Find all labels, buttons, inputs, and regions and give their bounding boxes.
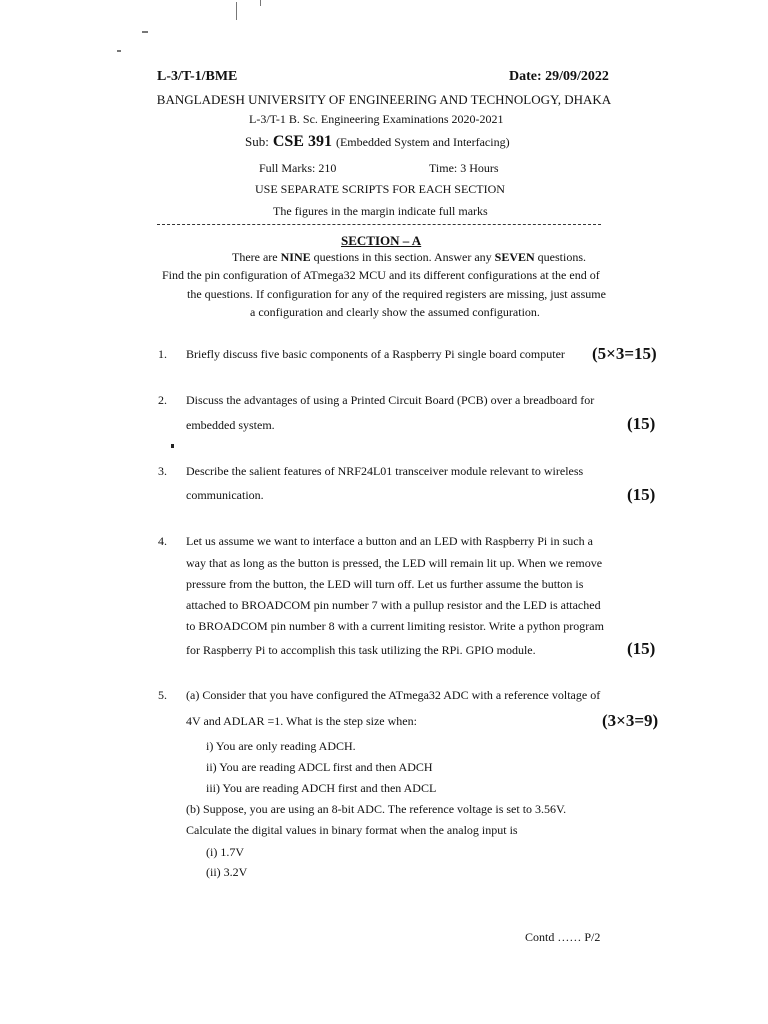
subject-prefix: Sub: — [245, 134, 269, 149]
question-5a-sub: iii) You are reading ADCH first and then ADCL — [206, 781, 437, 795]
section-instruction-3: the questions. If configuration for any of the required registers are missing, just assume — [187, 287, 606, 301]
subject-name: (Embedded System and Interfacing) — [335, 135, 510, 149]
question-number: 1. — [158, 347, 167, 361]
question-number: 3. — [158, 464, 167, 478]
exam-time: Time: 3 Hours — [429, 161, 499, 175]
question-5b-line: Calculate the digital values in binary format when the analog input is — [186, 823, 518, 837]
question-4-line: way that as long as the button is pressed, the LED will remain lit up. When we remove — [186, 556, 603, 570]
scan-speck — [171, 444, 174, 448]
question-5a-marks: (3×3=9) — [602, 711, 659, 730]
question-1-text: Briefly discuss five basic components of a Raspberry Pi single board computer — [186, 347, 565, 361]
question-4-line: pressure from the button, the LED will turn off. Let us further assume the button is — [186, 577, 584, 591]
question-4-line: for Raspberry Pi to accomplish this task utilizing the RPi. GPIO module. — [186, 643, 536, 657]
question-number: 5. — [158, 688, 167, 702]
instr-text: There are — [232, 250, 281, 264]
question-4-line: attached to BROADCOM pin number 7 with a pullup resistor and the LED is attached — [186, 598, 601, 612]
question-3-line: communication. — [186, 488, 264, 502]
scan-speck — [260, 0, 261, 6]
section-instruction-2: Find the pin configuration of ATmega32 MCU and its different configurations at the end of — [162, 268, 600, 282]
question-2-marks: (15) — [627, 414, 656, 433]
section-title: SECTION – A — [341, 233, 422, 248]
question-4-line: Let us assume we want to interface a button and an LED with Raspberry Pi in such a — [186, 534, 593, 548]
scripts-note: USE SEPARATE SCRIPTS FOR EACH SECTION — [255, 182, 505, 196]
instr-count: NINE — [280, 250, 311, 264]
scan-speck — [117, 50, 121, 52]
question-1-marks: (5×3=15) — [592, 344, 657, 363]
question-4-marks: (15) — [627, 639, 656, 658]
question-number: 2. — [158, 393, 167, 407]
question-5a-line: 4V and ADLAR =1. What is the step size when: — [186, 714, 417, 728]
section-instruction-4: a configuration and clearly show the assumed configuration. — [250, 305, 540, 319]
university-name: BANGLADESH UNIVERSITY OF ENGINEERING AND TECHNOLOGY, DHAKA — [156, 92, 612, 107]
question-2-line: Discuss the advantages of using a Printed Circuit Board (PCB) over a breadboard for — [186, 393, 595, 407]
instr-text: questions in this section. Answer any — [310, 250, 495, 264]
question-5a-line: (a) Consider that you have configured the ATmega32 ADC with a reference voltage of — [186, 688, 601, 702]
continued-note: Contd …… P/2 — [525, 930, 601, 944]
subject-line — [245, 133, 510, 151]
question-4-line: to BROADCOM pin number 8 with a current limiting resistor. Write a python program — [186, 619, 604, 633]
question-5a-sub: i) You are only reading ADCH. — [206, 739, 356, 753]
question-5b-line: (b) Suppose, you are using an 8-bit ADC. The reference voltage is set to 3.56V. — [186, 802, 567, 816]
subject-code: CSE 391 — [272, 133, 332, 150]
exam-date: Date: 29/09/2022 — [509, 69, 609, 84]
question-5b-sub: (i) 1.7V — [206, 845, 244, 859]
course-code: L-3/T-1/BME — [157, 69, 238, 84]
scan-speck — [236, 2, 237, 20]
exam-title: L-3/T-1 B. Sc. Engineering Examinations 2020-2021 — [249, 112, 504, 126]
question-number: 4. — [158, 534, 167, 548]
instr-text: questions. — [534, 250, 586, 264]
margin-note: The figures in the margin indicate full marks — [273, 204, 488, 218]
question-5a-sub: ii) You are reading ADCL first and then ADCH — [206, 760, 433, 774]
scan-speck — [142, 31, 148, 33]
instr-answer-count: SEVEN — [494, 250, 535, 264]
header-divider — [157, 224, 601, 225]
question-3-marks: (15) — [627, 485, 656, 504]
question-3-line: Describe the salient features of NRF24L01 transceiver module relevant to wireless — [186, 464, 584, 478]
section-instruction-1 — [232, 250, 586, 265]
question-2-line: embedded system. — [186, 418, 275, 432]
full-marks: Full Marks: 210 — [259, 161, 337, 175]
question-5b-sub: (ii) 3.2V — [206, 865, 248, 879]
